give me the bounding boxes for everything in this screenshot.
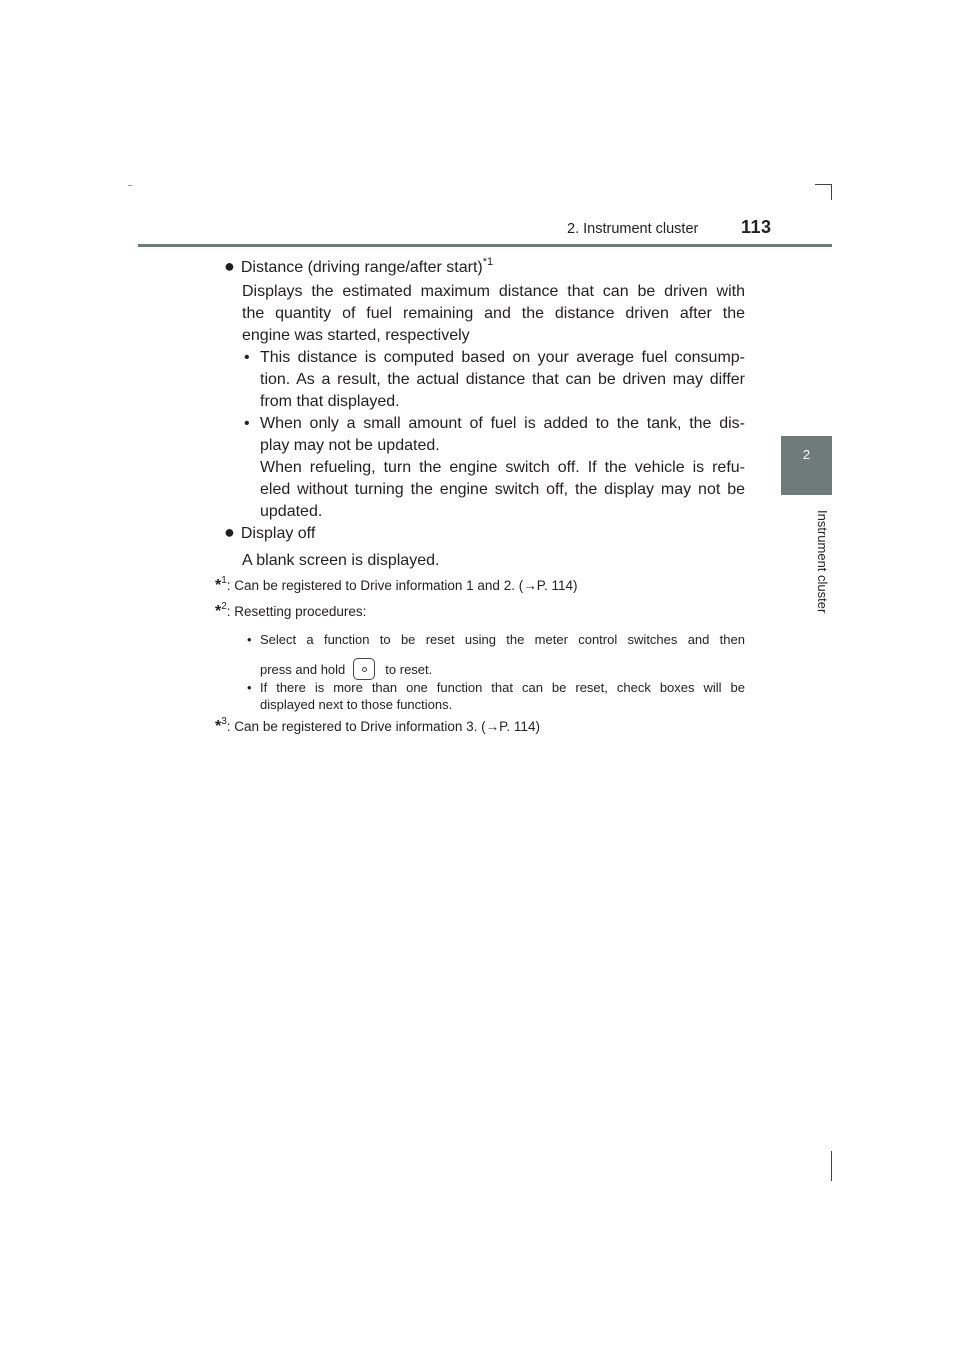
meter-control-switch-icon (353, 658, 375, 680)
chapter-tab-label: Instrument cluster (815, 510, 830, 614)
bullet: • (247, 632, 252, 647)
note-item: • When only a small amount of fuel is added to the tank, the dis- play may not be updated. When refueling, turn the engine switch off. If the vehicle is refu- eled without turning the engine switch off, the display may not be updated. (244, 415, 745, 520)
item-description: A blank screen is displayed. (242, 552, 440, 569)
item-description: Displays the estimated maximum distance that can be driven with the quantity of fuel remaining and the distance driven after the engine was started, respectively (242, 283, 745, 344)
reset-step: • If there is more than one function that can be reset, check boxes will be displayed next to those functions. (247, 680, 745, 712)
crop-mark (831, 184, 832, 200)
chapter-tab (781, 436, 832, 495)
bullet: • (244, 349, 250, 366)
reset-step: • Select a function to be reset using the meter control switches and then press and hold to reset. (247, 631, 745, 680)
item-marker: ● (224, 522, 235, 542)
crop-mark (815, 184, 832, 185)
item-marker: ● (224, 256, 235, 276)
footnote: *$^2$: Resetting procedures: (215, 601, 367, 620)
section-title: 2. Instrument cluster (567, 221, 699, 237)
item-heading (224, 522, 315, 544)
chapter-tab-number: 2 (802, 447, 811, 462)
item-title: Display off (240, 525, 316, 542)
item-title: Distance (driving range/after start) (240, 259, 483, 276)
page-number: 113 (741, 217, 772, 237)
note-item: • This distance is computed based on your average fuel consump- tion. As a result, the actual distance that can be driven may differ from that displayed. (244, 349, 745, 410)
bullet: • (247, 680, 252, 695)
item-heading (224, 256, 493, 278)
footnote: *$^1$: Can be registered to Drive information 1 and 2. (→P. 114) (215, 575, 578, 594)
footnote-ref: *1 (482, 256, 494, 268)
header-rule (138, 244, 832, 247)
footnote: *$^3$: Can be registered to Drive information 3. (→P. 114) (215, 716, 540, 735)
crop-mark (128, 185, 132, 186)
crop-mark (831, 1151, 832, 1181)
bullet: • (244, 415, 250, 432)
